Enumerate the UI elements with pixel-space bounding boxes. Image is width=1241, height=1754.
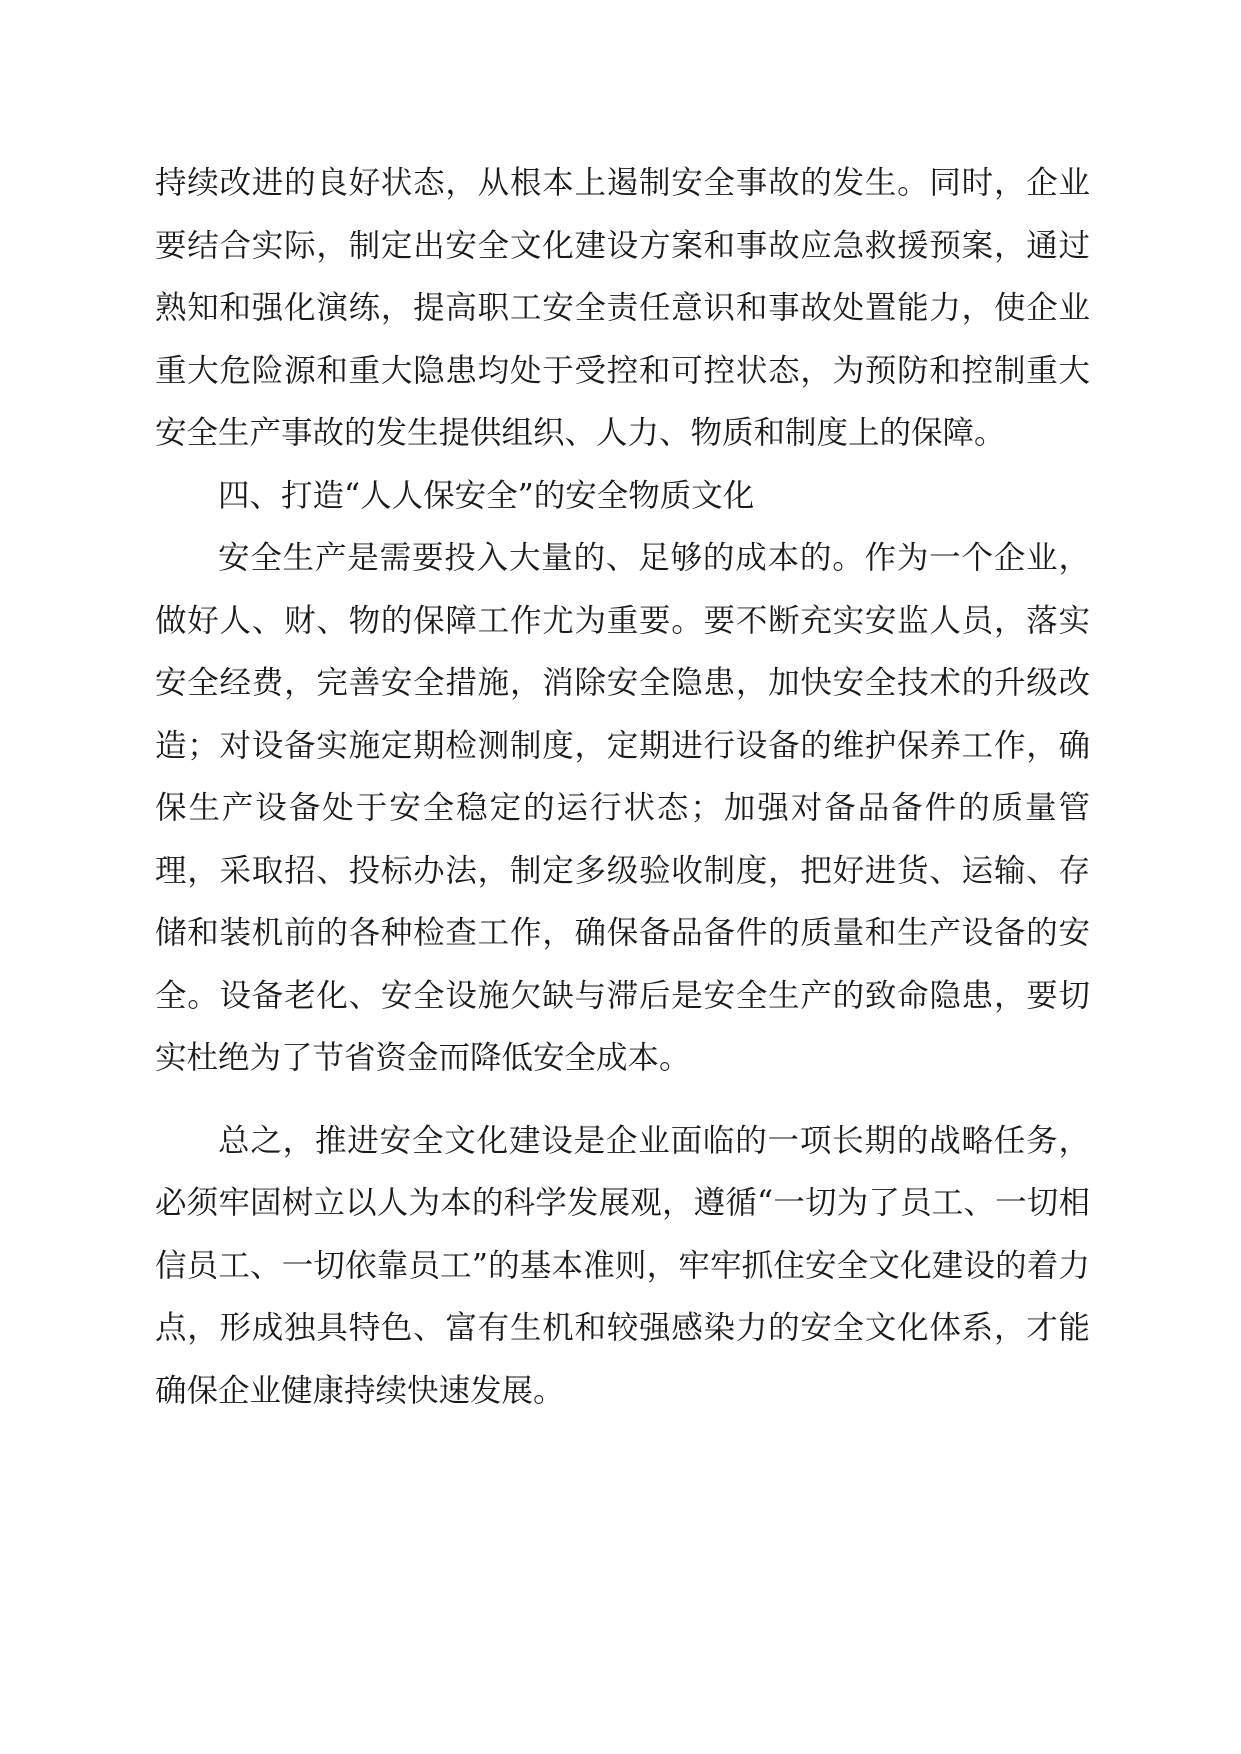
paragraph-continuation: 持续改进的良好状态，从根本上遏制安全事故的发生。同时，企业要结合实际，制定出安全文化建设方案和事故应急救援预案，通过熟知和强化演练，提高职工安全责任意识和事故处置能力，使企业重大危险源和重大隐患均处于受控和可控状态，为预防和控制重大安全生产事故的发生提供组织、人力、物质和制度上的保障。 (155, 165, 1090, 451)
section-heading-4: 四、打造“人人保安全”的安全物质文化 (218, 477, 755, 514)
paragraph-safety-investment: 安全生产是需要投入大量的、足够的成本的。作为一个企业，做好人、财、物的保障工作尤为重要。要不断充实安监人员，落实安全经费，完善安全措施，消除安全隐患，加快安全技术的升级改造；对设备实施定期检测制度，定期进行设备的维护保养工作，确保生产设备处于安全稳定的运行状态；加强对备品备件的质量管理，采取招、投标办法，制定多级验收制度，把好进货、运输、存储和装机前的各种检查工作，确保备品备件的质量和生产设备的安全。设备老化、安全设施欠缺与滞后是安全生产的致命隐患，要切实杜绝为了节省资金而降低安全成本。 (155, 540, 1090, 1076)
document-body (155, 152, 1090, 1422)
paragraph-conclusion: 总之，推进安全文化建设是企业面临的一项长期的战略任务，必须牢固树立以人为本的科学发展观，遵循“一切为了员工、一切相信员工、一切依靠员工”的基本准则，牢牢抓住安全文化建设的着力点，形成独具特色、富有生机和较强感染力的安全文化体系，才能确保企业健康持续快速发展。 (155, 1122, 1090, 1409)
